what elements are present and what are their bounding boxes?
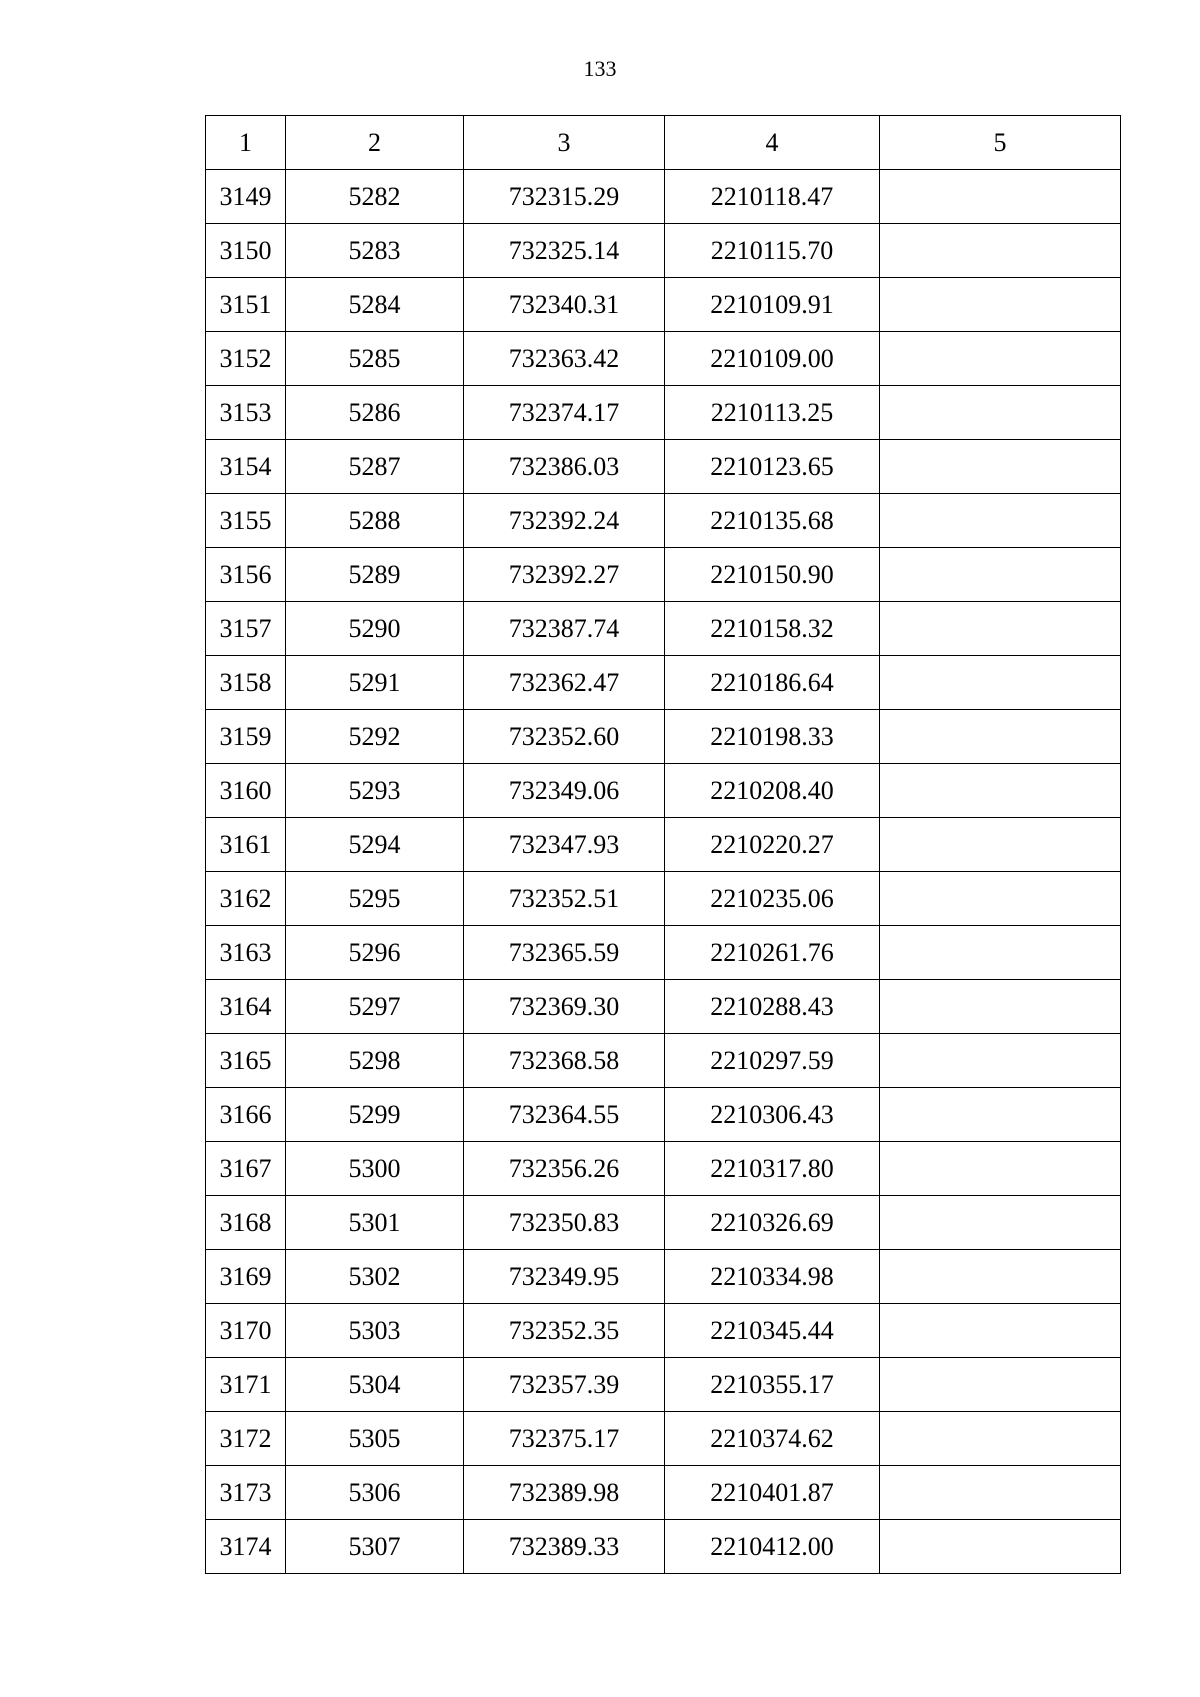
table-row: [206, 1034, 1121, 1088]
cell-row-number: 3159: [206, 710, 286, 764]
cell-note: [880, 278, 1121, 332]
cell-x-coordinate: 732347.93: [464, 818, 665, 872]
cell-point-number: 5304: [286, 1358, 464, 1412]
cell-point-number: 5294: [286, 818, 464, 872]
cell-point-number: 5287: [286, 440, 464, 494]
table-row: [206, 332, 1121, 386]
cell-point-number: 5300: [286, 1142, 464, 1196]
cell-row-number: 3151: [206, 278, 286, 332]
table-row: [206, 1412, 1121, 1466]
table-row: [206, 764, 1121, 818]
cell-y-coordinate: 2210113.25: [665, 386, 880, 440]
cell-row-number: 3168: [206, 1196, 286, 1250]
table-row: [206, 548, 1121, 602]
cell-note: [880, 710, 1121, 764]
cell-point-number: 5302: [286, 1250, 464, 1304]
column-header-3: 3: [464, 116, 665, 170]
cell-y-coordinate: 2210297.59: [665, 1034, 880, 1088]
table-row: [206, 710, 1121, 764]
cell-point-number: 5284: [286, 278, 464, 332]
table-row: [206, 818, 1121, 872]
cell-y-coordinate: 2210123.65: [665, 440, 880, 494]
cell-row-number: 3171: [206, 1358, 286, 1412]
table-row: [206, 926, 1121, 980]
cell-row-number: 3155: [206, 494, 286, 548]
table-row: [206, 1520, 1121, 1574]
cell-point-number: 5291: [286, 656, 464, 710]
table-row: [206, 656, 1121, 710]
cell-x-coordinate: 732356.26: [464, 1142, 665, 1196]
page-number: 133: [583, 56, 617, 81]
cell-note: [880, 1034, 1121, 1088]
cell-note: [880, 1412, 1121, 1466]
cell-x-coordinate: 732392.27: [464, 548, 665, 602]
cell-note: [880, 224, 1121, 278]
cell-y-coordinate: 2210334.98: [665, 1250, 880, 1304]
cell-point-number: 5299: [286, 1088, 464, 1142]
cell-x-coordinate: 732352.51: [464, 872, 665, 926]
column-header-5: 5: [880, 116, 1121, 170]
cell-row-number: 3173: [206, 1466, 286, 1520]
cell-point-number: 5282: [286, 170, 464, 224]
cell-point-number: 5297: [286, 980, 464, 1034]
table-row: [206, 1142, 1121, 1196]
cell-note: [880, 1520, 1121, 1574]
cell-y-coordinate: 2210158.32: [665, 602, 880, 656]
cell-x-coordinate: 732357.39: [464, 1358, 665, 1412]
cell-y-coordinate: 2210326.69: [665, 1196, 880, 1250]
cell-row-number: 3160: [206, 764, 286, 818]
cell-point-number: 5301: [286, 1196, 464, 1250]
cell-row-number: 3157: [206, 602, 286, 656]
cell-row-number: 3153: [206, 386, 286, 440]
cell-row-number: 3162: [206, 872, 286, 926]
cell-row-number: 3150: [206, 224, 286, 278]
cell-note: [880, 926, 1121, 980]
cell-row-number: 3174: [206, 1520, 286, 1574]
cell-x-coordinate: 732389.98: [464, 1466, 665, 1520]
cell-point-number: 5288: [286, 494, 464, 548]
cell-y-coordinate: 2210235.06: [665, 872, 880, 926]
column-header-4: 4: [665, 116, 880, 170]
table-row: [206, 872, 1121, 926]
table-row: [206, 386, 1121, 440]
cell-note: [880, 332, 1121, 386]
cell-point-number: 5285: [286, 332, 464, 386]
cell-row-number: 3172: [206, 1412, 286, 1466]
cell-x-coordinate: 732315.29: [464, 170, 665, 224]
table-header: [206, 116, 1121, 170]
cell-note: [880, 548, 1121, 602]
table-row: [206, 602, 1121, 656]
table-row: [206, 1466, 1121, 1520]
cell-note: [880, 764, 1121, 818]
cell-y-coordinate: 2210115.70: [665, 224, 880, 278]
table-row: [206, 278, 1121, 332]
column-header-2: 2: [286, 116, 464, 170]
cell-x-coordinate: 732364.55: [464, 1088, 665, 1142]
cell-point-number: 5292: [286, 710, 464, 764]
cell-x-coordinate: 732363.42: [464, 332, 665, 386]
cell-x-coordinate: 732350.83: [464, 1196, 665, 1250]
cell-y-coordinate: 2210109.00: [665, 332, 880, 386]
cell-row-number: 3152: [206, 332, 286, 386]
table-row: [206, 1250, 1121, 1304]
cell-y-coordinate: 2210135.68: [665, 494, 880, 548]
table-row: [206, 1358, 1121, 1412]
cell-y-coordinate: 2210150.90: [665, 548, 880, 602]
cell-note: [880, 170, 1121, 224]
cell-x-coordinate: 732325.14: [464, 224, 665, 278]
cell-note: [880, 386, 1121, 440]
cell-row-number: 3156: [206, 548, 286, 602]
cell-point-number: 5303: [286, 1304, 464, 1358]
cell-y-coordinate: 2210261.76: [665, 926, 880, 980]
cell-y-coordinate: 2210412.00: [665, 1520, 880, 1574]
cell-y-coordinate: 2210118.47: [665, 170, 880, 224]
coordinates-table: [205, 115, 1121, 1574]
cell-x-coordinate: 732368.58: [464, 1034, 665, 1088]
cell-x-coordinate: 732352.35: [464, 1304, 665, 1358]
cell-point-number: 5289: [286, 548, 464, 602]
table-row: [206, 494, 1121, 548]
cell-note: [880, 494, 1121, 548]
table-row: [206, 170, 1121, 224]
cell-x-coordinate: 732369.30: [464, 980, 665, 1034]
cell-y-coordinate: 2210109.91: [665, 278, 880, 332]
cell-y-coordinate: 2210401.87: [665, 1466, 880, 1520]
cell-note: [880, 1466, 1121, 1520]
table-row: [206, 1196, 1121, 1250]
cell-row-number: 3167: [206, 1142, 286, 1196]
cell-point-number: 5295: [286, 872, 464, 926]
cell-row-number: 3161: [206, 818, 286, 872]
cell-x-coordinate: 732387.74: [464, 602, 665, 656]
cell-note: [880, 1088, 1121, 1142]
cell-point-number: 5283: [286, 224, 464, 278]
cell-y-coordinate: 2210345.44: [665, 1304, 880, 1358]
cell-point-number: 5286: [286, 386, 464, 440]
cell-x-coordinate: 732375.17: [464, 1412, 665, 1466]
cell-row-number: 3166: [206, 1088, 286, 1142]
cell-x-coordinate: 732349.06: [464, 764, 665, 818]
cell-point-number: 5307: [286, 1520, 464, 1574]
table-row: [206, 224, 1121, 278]
cell-row-number: 3154: [206, 440, 286, 494]
cell-row-number: 3158: [206, 656, 286, 710]
cell-point-number: 5305: [286, 1412, 464, 1466]
cell-y-coordinate: 2210186.64: [665, 656, 880, 710]
table-row: [206, 1088, 1121, 1142]
cell-x-coordinate: 732374.17: [464, 386, 665, 440]
cell-x-coordinate: 732352.60: [464, 710, 665, 764]
table-row: [206, 980, 1121, 1034]
cell-row-number: 3149: [206, 170, 286, 224]
cell-note: [880, 1250, 1121, 1304]
cell-y-coordinate: 2210220.27: [665, 818, 880, 872]
cell-point-number: 5298: [286, 1034, 464, 1088]
cell-row-number: 3170: [206, 1304, 286, 1358]
table-row: [206, 1304, 1121, 1358]
cell-x-coordinate: 732340.31: [464, 278, 665, 332]
cell-y-coordinate: 2210317.80: [665, 1142, 880, 1196]
table-row: [206, 440, 1121, 494]
cell-note: [880, 818, 1121, 872]
cell-x-coordinate: 732349.95: [464, 1250, 665, 1304]
cell-y-coordinate: 2210288.43: [665, 980, 880, 1034]
cell-note: [880, 1142, 1121, 1196]
cell-y-coordinate: 2210208.40: [665, 764, 880, 818]
cell-note: [880, 656, 1121, 710]
cell-point-number: 5293: [286, 764, 464, 818]
cell-x-coordinate: 732389.33: [464, 1520, 665, 1574]
cell-y-coordinate: 2210374.62: [665, 1412, 880, 1466]
cell-point-number: 5306: [286, 1466, 464, 1520]
cell-point-number: 5296: [286, 926, 464, 980]
cell-x-coordinate: 732386.03: [464, 440, 665, 494]
cell-row-number: 3164: [206, 980, 286, 1034]
cell-y-coordinate: 2210198.33: [665, 710, 880, 764]
cell-note: [880, 440, 1121, 494]
cell-note: [880, 1196, 1121, 1250]
cell-note: [880, 602, 1121, 656]
cell-x-coordinate: 732392.24: [464, 494, 665, 548]
cell-note: [880, 872, 1121, 926]
table-body: [206, 170, 1121, 1574]
column-header-1: 1: [206, 116, 286, 170]
cell-note: [880, 1358, 1121, 1412]
cell-note: [880, 980, 1121, 1034]
header-row: [206, 116, 1121, 170]
cell-x-coordinate: 732362.47: [464, 656, 665, 710]
cell-row-number: 3163: [206, 926, 286, 980]
cell-y-coordinate: 2210306.43: [665, 1088, 880, 1142]
cell-row-number: 3169: [206, 1250, 286, 1304]
cell-row-number: 3165: [206, 1034, 286, 1088]
cell-x-coordinate: 732365.59: [464, 926, 665, 980]
cell-note: [880, 1304, 1121, 1358]
cell-point-number: 5290: [286, 602, 464, 656]
cell-y-coordinate: 2210355.17: [665, 1358, 880, 1412]
